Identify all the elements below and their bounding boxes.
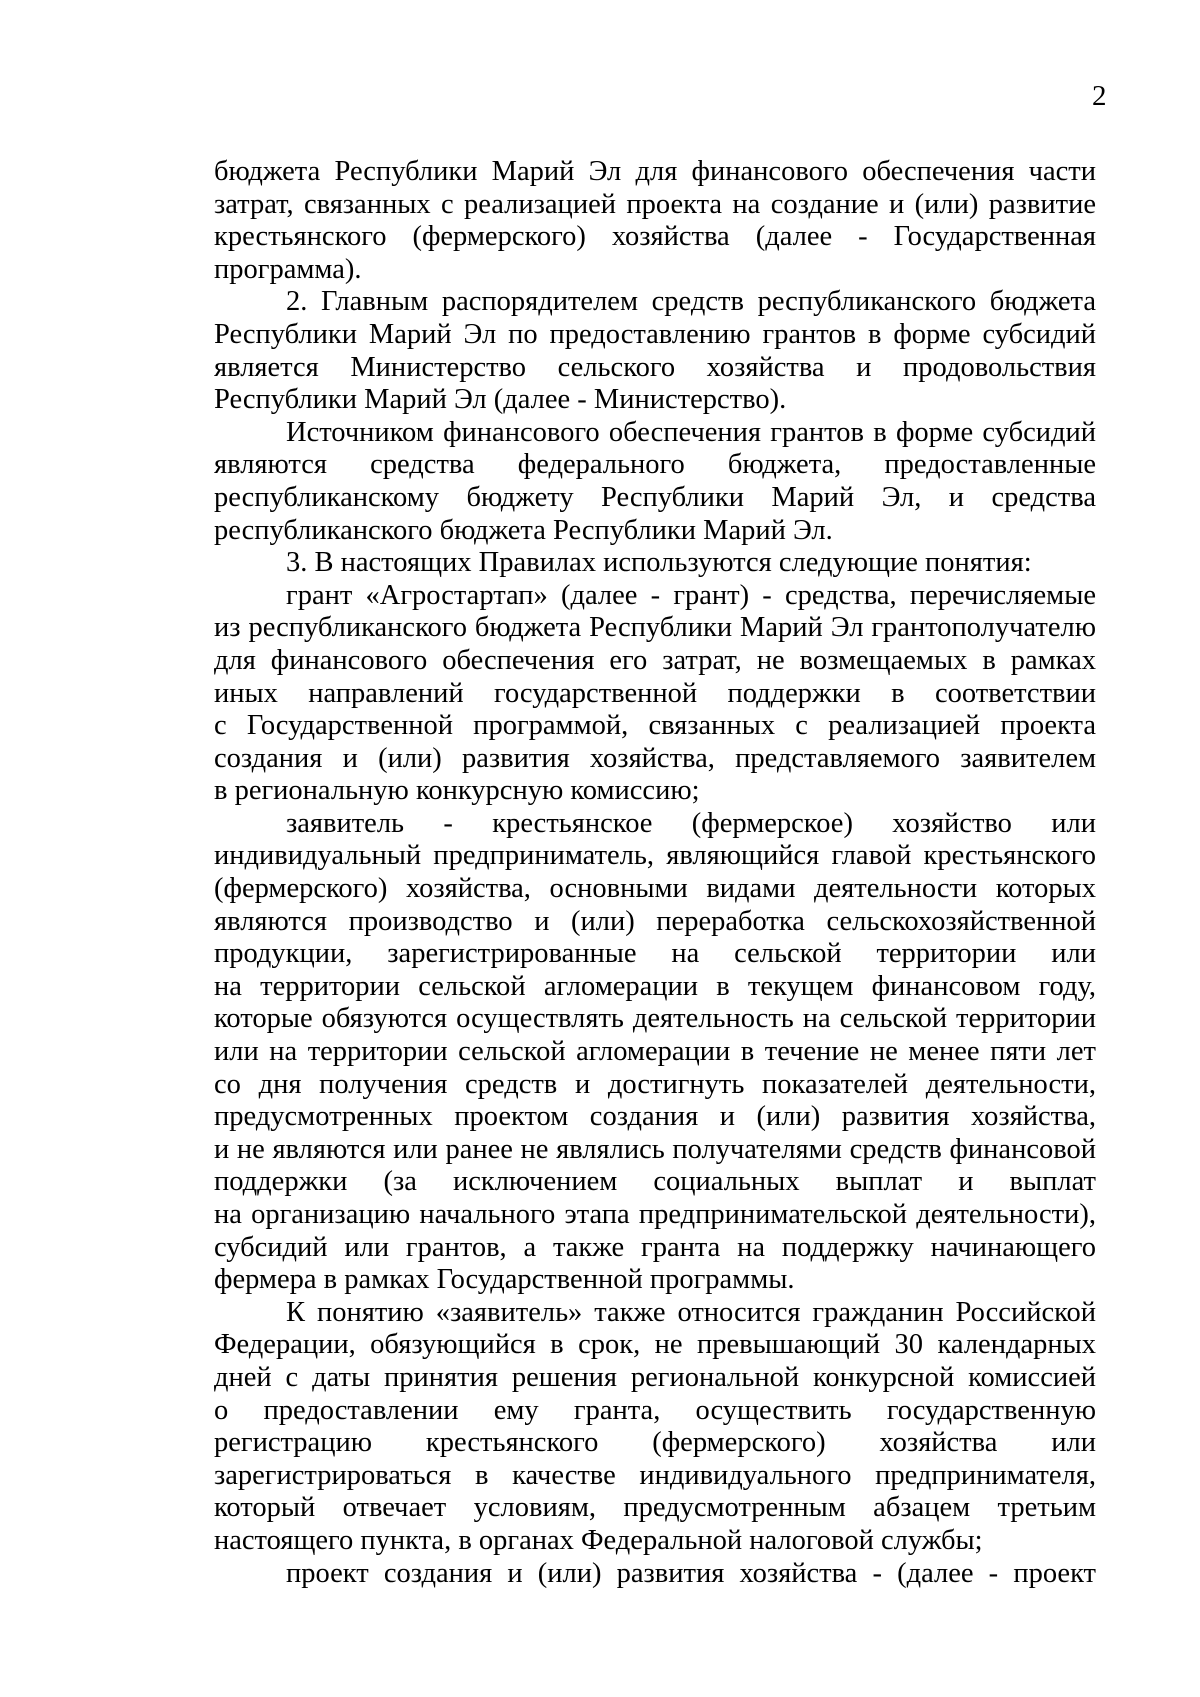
text-line: является Министерство сельского хозяйства и продовольствия — [214, 351, 1096, 383]
text-line: проект создания и (или) развития хозяйства - (далее - проект — [286, 1557, 1096, 1589]
text-line: заявитель - крестьянское (фермерское) хозяйство или — [286, 807, 1096, 839]
text-line: 3. В настоящих Правилах используются следующие понятия: — [286, 547, 1032, 579]
text-line: являются производство и (или) переработка сельскохозяйственной — [214, 905, 1096, 937]
text-line: программа). — [214, 253, 362, 285]
text-line: К понятию «заявитель» также относится гражданин Российской — [286, 1296, 1096, 1328]
text-line: (фермерского) хозяйства, основными видами деятельности которых — [214, 873, 1096, 905]
text-line: индивидуальный предприниматель, являющийся главой крестьянского — [214, 840, 1096, 872]
text-line: и не являются или ранее не являлись получателями средств финансовой — [214, 1133, 1096, 1165]
text-line: Источником финансового обеспечения грантов в форме субсидий — [286, 416, 1096, 448]
text-line: грант «Агростартап» (далее - грант) - средства, перечисляемые — [286, 579, 1096, 611]
text-line: иных направлений государственной поддержки в соответствии — [214, 677, 1096, 709]
text-line: республиканского бюджета Республики Марий Эл. — [214, 514, 833, 546]
text-line: зарегистрироваться в качестве индивидуального предпринимателя, — [214, 1459, 1096, 1491]
text-line: Республики Марий Эл по предоставлению грантов в форме субсидий — [214, 318, 1096, 350]
text-line: с Государственной программой, связанных с реализацией проекта — [214, 710, 1096, 742]
text-line: в региональную конкурсную комиссию; — [214, 775, 700, 807]
text-line: фермера в рамках Государственной программы. — [214, 1264, 795, 1296]
text-line: Федерации, обязующийся в срок, не превышающий 30 календарных — [214, 1329, 1096, 1361]
text-line: являются средства федерального бюджета, предоставленные — [214, 449, 1096, 481]
text-line: Республики Марий Эл (далее - Министерство). — [214, 384, 787, 416]
text-line: на организацию начального этапа предпринимательской деятельности), — [214, 1199, 1096, 1230]
text-line: который отвечает условиям, предусмотренным абзацем третьим — [214, 1492, 1096, 1524]
text-line: 2. Главным распорядителем средств республиканского бюджета — [286, 286, 1096, 318]
document-body-text — [214, 156, 1096, 1590]
text-line: предусмотренных проектом создания и (или) развития хозяйства, — [214, 1101, 1096, 1133]
page-number: 2 — [1092, 80, 1107, 112]
text-line: дней с даты принятия решения региональной конкурсной комиссией — [214, 1361, 1096, 1393]
text-line: которые обязуются осуществлять деятельность на сельской территории — [214, 1003, 1096, 1035]
text-line: субсидий или грантов, а также гранта на поддержку начинающего — [214, 1231, 1096, 1263]
text-line: из республиканского бюджета Республики Марий Эл грантополучателю — [214, 612, 1096, 644]
text-line: поддержки (за исключением социальных выплат и выплат — [214, 1166, 1096, 1198]
text-line: республиканскому бюджету Республики Марий Эл, и средства — [214, 481, 1096, 513]
text-line: крестьянского (фермерского) хозяйства (далее - Государственная — [214, 221, 1096, 253]
text-line: или на территории сельской агломерации в течение не менее пяти лет — [214, 1036, 1096, 1068]
text-line: со дня получения средств и достигнуть показателей деятельности, — [214, 1068, 1096, 1100]
text-line: настоящего пункта, в органах Федеральной налоговой службы; — [214, 1524, 983, 1556]
text-line: создания и (или) развития хозяйства, представляемого заявителем — [214, 742, 1096, 774]
text-line: о предоставлении ему гранта, осуществить государственную — [214, 1394, 1096, 1426]
text-line: бюджета Республики Марий Эл для финансового обеспечения части — [214, 156, 1096, 187]
text-line: для финансового обеспечения его затрат, не возмещаемых в рамках — [214, 644, 1096, 676]
text-line: продукции, зарегистрированные на сельской территории или — [214, 938, 1096, 970]
text-line: регистрацию крестьянского (фермерского) хозяйства или — [214, 1427, 1096, 1459]
text-line: затрат, связанных с реализацией проекта на создание и (или) развитие — [214, 188, 1096, 220]
text-line: на территории сельской агломерации в текущем финансовом году, — [214, 970, 1096, 1002]
